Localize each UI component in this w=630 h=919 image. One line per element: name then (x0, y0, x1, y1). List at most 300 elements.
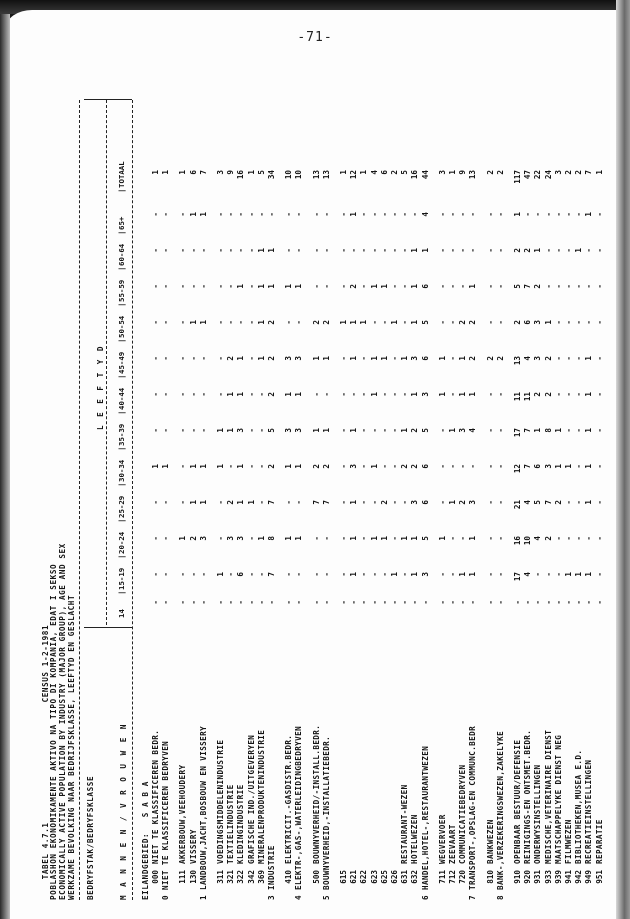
cell-65plus: - (468, 212, 478, 217)
cell-30-34: 1 (236, 464, 246, 469)
industry-code: 0 (161, 895, 171, 900)
cell-50-54: - (151, 320, 160, 325)
cell-20-24: - (390, 536, 399, 541)
industry-code: 410 (284, 870, 294, 884)
cell-55-59: 1 (294, 284, 304, 289)
cell-45-49: 2 (543, 356, 553, 361)
cell-55-59: - (448, 284, 457, 289)
cell-totaal: 1 (151, 170, 160, 175)
cell-45-49: 1 (349, 356, 359, 361)
industry-label: MEDISCHE,VETERINAIRE DIENST (543, 729, 553, 864)
cell-40-44: - (216, 392, 225, 397)
cell-50-54: - (369, 320, 379, 325)
industry-code: 625 (379, 870, 389, 884)
cell-45-49: 1 (400, 356, 410, 361)
cell-30-34: 1 (216, 464, 225, 469)
cell-30-34: - (574, 464, 584, 469)
cell-30-34: - (594, 464, 604, 469)
industry-label: MAATSCHAPPELYKE DIENST NEG (553, 734, 563, 864)
cell-totaal: 1 (359, 170, 369, 175)
cell-45-49: 1 (584, 356, 594, 361)
cell-55-59: - (188, 284, 198, 289)
table-row (217, 90, 226, 900)
cell-30-34: 1 (553, 464, 563, 469)
cell-35-39: 8 (543, 428, 553, 433)
cell-30-34: 1 (564, 464, 573, 469)
cell-40-44: - (311, 392, 321, 397)
cell-14: - (379, 600, 389, 605)
rotated-census-table (34, 90, 604, 900)
cell-35-39: 3 (458, 428, 468, 433)
header-rule-mid (106, 100, 107, 625)
cell-40-44: 2 (267, 392, 276, 397)
cell-20-24: - (321, 536, 331, 541)
cell-60-64: - (485, 248, 495, 253)
cell-totaal: 16 (236, 170, 246, 180)
cell-25-29: - (495, 500, 505, 505)
title-dutch: WERKZAME BEVOLKING NAAR BEDRIJFSKLASSE, LEEFTYD EN GESLACHT (67, 594, 76, 900)
cell-25-29: - (594, 500, 604, 505)
cell-45-49: 1 (311, 356, 321, 361)
cell-55-59: 6 (420, 284, 430, 289)
cell-40-44: - (246, 392, 256, 397)
industry-label: VOEDINGSMIDDELENINDUSTRIE (216, 739, 225, 864)
cell-15-19: 1 (216, 572, 225, 577)
cell-35-39: - (198, 428, 208, 433)
cell-20-24: - (594, 536, 604, 541)
cell-40-44: 1 (458, 392, 468, 397)
cell-50-54: 1 (390, 320, 399, 325)
table-row (381, 90, 390, 900)
cell-35-39: 1 (448, 428, 457, 433)
cell-60-64: 1 (410, 248, 420, 253)
cell-65plus: - (553, 212, 563, 217)
column-header: 45-49 (117, 351, 126, 374)
island-label: EILANDGEBIED: S A B A (141, 781, 150, 900)
cell-25-29: 1 (198, 500, 208, 505)
cell-20-24: 3 (226, 536, 236, 541)
cell-45-49: - (574, 356, 584, 361)
table-row-subtotal (497, 90, 506, 900)
cell-40-44: 1 (410, 392, 420, 397)
table-row (575, 90, 584, 900)
cell-20-24: - (311, 536, 321, 541)
cell-50-54: - (161, 320, 171, 325)
cell-40-44: 1 (284, 392, 294, 397)
cell-25-29: 1 (349, 500, 359, 505)
cell-20-24: - (495, 536, 505, 541)
cell-30-34: 1 (294, 464, 304, 469)
cell-35-39: - (485, 428, 495, 433)
cell-50-54: - (178, 320, 188, 325)
cell-25-29: 4 (523, 500, 533, 505)
cell-20-24: 1 (256, 536, 266, 541)
cell-55-59: - (178, 284, 188, 289)
cell-50-54: - (485, 320, 495, 325)
cell-60-64: - (437, 248, 447, 253)
title-papiamento: POBLASHON EKONOMIKAMENTE AKTIVO NA TIPO DI KOMPANIA, EDAT I SEKSO (49, 563, 58, 900)
cell-50-54: 2 (321, 320, 331, 325)
industry-label: ONDERWYSINSTELLINGEN (533, 764, 543, 864)
cell-65plus: - (437, 212, 447, 217)
cell-15-19: 7 (267, 572, 276, 577)
cell-55-59: - (553, 284, 563, 289)
cell-40-44: 1 (468, 392, 478, 397)
cell-25-29: - (339, 500, 348, 505)
cell-totaal: 1 (246, 170, 256, 175)
table-row (555, 90, 564, 900)
cell-45-49: - (178, 356, 188, 361)
industry-label: VISSERY (188, 829, 198, 864)
cell-40-44: - (594, 392, 604, 397)
cell-40-44: 2 (533, 392, 543, 397)
header-rule-top (79, 100, 80, 900)
cell-totaal: 2 (495, 170, 505, 175)
cell-14: - (359, 600, 369, 605)
cell-65plus: 1 (349, 212, 359, 217)
cell-25-29: 7 (311, 500, 321, 505)
cell-35-39: - (369, 428, 379, 433)
cell-30-34: 1 (188, 464, 198, 469)
industry-label: NIET TE KLASSIFICEREN BEDR. (151, 729, 160, 864)
cell-45-49: - (594, 356, 604, 361)
cell-30-34: 2 (400, 464, 410, 469)
cell-25-29: - (216, 500, 225, 505)
cell-65plus: - (151, 212, 160, 217)
cell-20-24: 1 (369, 536, 379, 541)
column-divider: | (117, 518, 126, 523)
table-row (524, 90, 533, 900)
industry-label: RECREATIEINSTELLINGEN (584, 759, 594, 864)
column-header: 20-24 (117, 531, 126, 554)
cell-65plus: - (161, 212, 171, 217)
cell-totaal: 10 (284, 170, 294, 180)
cell-20-24: 4 (533, 536, 543, 541)
cell-55-59: - (574, 284, 584, 289)
cell-40-44: - (390, 392, 399, 397)
cell-45-49: 2 (495, 356, 505, 361)
industry-code: 941 (564, 870, 573, 884)
column-header: 30-34 (117, 459, 126, 482)
industry-label: NIET TE KLASSIFICEREN BEDRYVEN (161, 740, 171, 890)
cell-55-59: 5 (513, 284, 522, 289)
cell-40-44: - (339, 392, 348, 397)
cell-totaal: 1 (178, 170, 188, 175)
cell-20-24: 8 (267, 536, 276, 541)
cell-15-19: 1 (410, 572, 420, 577)
cell-55-59: 2 (349, 284, 359, 289)
table-row (371, 90, 380, 900)
cell-15-19: - (543, 572, 553, 577)
cell-60-64: - (448, 248, 457, 253)
cell-55-59: 7 (523, 284, 533, 289)
cell-65plus: - (594, 212, 604, 217)
cell-15-19: - (188, 572, 198, 577)
cell-15-19: 1 (390, 572, 399, 577)
industry-label: HANDEL,HOTEL-,RESTAURANTWEZEN (420, 745, 430, 890)
industry-label: ELEKTR-,GAS-,WATERLEIDINGBEDRYVEN (294, 725, 304, 890)
cell-65plus: - (574, 212, 584, 217)
cell-14: - (458, 600, 468, 605)
industry-label: BIBLIOTHEKEN,MUSEA E.D. (574, 749, 584, 864)
cell-30-34: - (458, 464, 468, 469)
cell-15-19: 1 (349, 572, 359, 577)
cell-20-24: - (584, 536, 594, 541)
cell-45-49: 1 (236, 356, 246, 361)
industry-code: 711 (437, 870, 447, 884)
cell-60-64: - (188, 248, 198, 253)
cell-14: - (311, 600, 321, 605)
cell-25-29: - (359, 500, 369, 505)
cell-45-49: 4 (523, 356, 533, 361)
cell-55-59: 1 (468, 284, 478, 289)
cell-20-24: - (161, 536, 171, 541)
cell-30-34: - (448, 464, 457, 469)
cell-35-39: 17 (513, 428, 522, 438)
cell-30-34: 3 (543, 464, 553, 469)
cell-65plus: 4 (420, 212, 430, 217)
table-row (360, 90, 369, 900)
cell-50-54: 2 (468, 320, 478, 325)
column-header: 50-54 (117, 315, 126, 338)
cell-totaal: 5 (400, 170, 410, 175)
cell-35-39: - (246, 428, 256, 433)
cell-50-54: 1 (188, 320, 198, 325)
cell-55-59: 1 (410, 284, 420, 289)
cell-15-19: - (151, 572, 160, 577)
cell-14: - (448, 600, 457, 605)
industry-label: ZEEVAART (448, 824, 457, 864)
cell-15-19: - (321, 572, 331, 577)
cell-35-39: 3 (236, 428, 246, 433)
cell-40-44: 1 (437, 392, 447, 397)
cell-20-24: 1 (284, 536, 294, 541)
industry-label: BANK-,VERZEKERINGSWEZEN,ZAKELYKE (495, 730, 505, 890)
table-row (596, 90, 605, 900)
cell-25-29: 2 (458, 500, 468, 505)
cell-65plus: - (523, 212, 533, 217)
cell-25-29: - (437, 500, 447, 505)
cell-60-64: 1 (256, 248, 266, 253)
column-header: 35-39 (117, 423, 126, 446)
cell-35-39: 7 (523, 428, 533, 433)
cell-45-49: 1 (379, 356, 389, 361)
table-row (237, 90, 246, 900)
cell-20-24: 1 (468, 536, 478, 541)
industry-label: REPARATIE (594, 819, 604, 864)
cell-20-24: - (574, 536, 584, 541)
industry-code: 111 (178, 870, 188, 884)
cell-15-19: 1 (574, 572, 584, 577)
cell-55-59: 2 (533, 284, 543, 289)
industry-code: 000 (151, 870, 160, 884)
cell-totaal: 2 (485, 170, 495, 175)
cell-14: - (594, 600, 604, 605)
cell-35-39: 1 (349, 428, 359, 433)
cell-totaal: 12 (349, 170, 359, 180)
cell-50-54: 2 (513, 320, 522, 325)
cell-30-34: 2 (321, 464, 331, 469)
cell-35-39: 1 (226, 428, 236, 433)
cell-totaal: 9 (458, 170, 468, 175)
cell-50-54: - (294, 320, 304, 325)
cell-30-34: - (178, 464, 188, 469)
cell-15-19: 6 (236, 572, 246, 577)
cell-40-44: - (359, 392, 369, 397)
cell-50-54: 1 (198, 320, 208, 325)
cell-50-54: - (495, 320, 505, 325)
cell-totaal: 7 (198, 170, 208, 175)
cell-20-24: 10 (523, 536, 533, 546)
cell-35-39: 1 (533, 428, 543, 433)
cell-35-39: - (594, 428, 604, 433)
cell-35-39: 1 (216, 428, 225, 433)
cell-45-49: 6 (420, 356, 430, 361)
cell-30-34: 2 (410, 464, 420, 469)
cell-60-64: - (294, 248, 304, 253)
cell-20-24: - (359, 536, 369, 541)
cell-45-49: 2 (485, 356, 495, 361)
cell-totaal: 1 (339, 170, 348, 175)
cell-30-34: - (246, 464, 256, 469)
cell-35-39: - (437, 428, 447, 433)
cell-15-19: - (553, 572, 563, 577)
cell-15-19: - (437, 572, 447, 577)
cell-60-64: - (564, 248, 573, 253)
cell-20-24: 1 (294, 536, 304, 541)
cell-55-59: - (564, 284, 573, 289)
cell-50-54: 1 (349, 320, 359, 325)
cell-60-64: - (151, 248, 160, 253)
cell-60-64: - (236, 248, 246, 253)
cell-65plus: 1 (513, 212, 522, 217)
cell-55-59: - (359, 284, 369, 289)
cell-55-59: - (216, 284, 225, 289)
industry-code: 8 (495, 895, 505, 900)
cell-50-54: - (448, 320, 457, 325)
cell-40-44: 11 (523, 392, 533, 402)
cell-30-34: 12 (513, 464, 522, 474)
cell-14: - (151, 600, 160, 605)
cell-35-39: 2 (410, 428, 420, 433)
cell-35-39: 1 (553, 428, 563, 433)
cell-65plus: - (448, 212, 457, 217)
cell-totaal: 13 (468, 170, 478, 180)
cell-25-29: 3 (410, 500, 420, 505)
cell-60-64: - (400, 248, 410, 253)
cell-55-59: - (485, 284, 495, 289)
cell-65plus: - (564, 212, 573, 217)
industry-code: 910 (513, 870, 522, 884)
cell-15-19: - (198, 572, 208, 577)
column-divider: | (117, 230, 126, 235)
cell-60-64: - (553, 248, 563, 253)
cell-35-39: 1 (321, 428, 331, 433)
column-header: 25-29 (117, 495, 126, 518)
column-header: 55-59 (117, 279, 126, 302)
cell-55-59: - (584, 284, 594, 289)
column-divider: | (117, 482, 126, 487)
cell-14: - (226, 600, 236, 605)
column-header: 15-19 (117, 567, 126, 590)
column-divider: | (117, 446, 126, 451)
cell-30-34: - (379, 464, 389, 469)
cell-25-29: 3 (468, 500, 478, 505)
cell-40-44: - (574, 392, 584, 397)
cell-55-59: - (151, 284, 160, 289)
cell-totaal: 117 (513, 170, 522, 184)
cell-14: - (574, 600, 584, 605)
cell-45-49: 2 (226, 356, 236, 361)
cell-65plus: - (321, 212, 331, 217)
industry-label: AKKERBOUW,VEEHOUDERY (178, 764, 188, 864)
cell-50-54: - (437, 320, 447, 325)
cell-50-54: - (584, 320, 594, 325)
industry-label: TRANSPORT-,OPSLAG-EN COMMUNC.BEDR (468, 725, 478, 890)
industry-code: 322 (236, 870, 246, 884)
cell-30-34: 1 (284, 464, 294, 469)
cell-30-34: 1 (369, 464, 379, 469)
cell-25-29: 7 (267, 500, 276, 505)
cell-25-29: 5 (533, 500, 543, 505)
cell-45-49: 1 (437, 356, 447, 361)
industry-code: 942 (574, 870, 584, 884)
cell-40-44: - (564, 392, 573, 397)
cell-25-29: - (574, 500, 584, 505)
cell-55-59: - (198, 284, 208, 289)
cell-40-44: 1 (369, 392, 379, 397)
cell-60-64: - (369, 248, 379, 253)
cell-30-34: - (226, 464, 236, 469)
cell-15-19: - (246, 572, 256, 577)
cell-50-54: - (216, 320, 225, 325)
cell-20-24: - (246, 536, 256, 541)
page-stack-edge (616, 0, 630, 919)
cell-20-24: 3 (236, 536, 246, 541)
cell-totaal: 9 (226, 170, 236, 175)
cell-15-19: 1 (468, 572, 478, 577)
cell-65plus: - (543, 212, 553, 217)
cell-50-54: - (594, 320, 604, 325)
cell-45-49: - (161, 356, 171, 361)
cell-15-19: - (256, 572, 266, 577)
cell-35-39: - (359, 428, 369, 433)
industry-code: 321 (226, 870, 236, 884)
cell-45-49: - (151, 356, 160, 361)
cell-25-29: - (294, 500, 304, 505)
cell-45-49: 1 (321, 356, 331, 361)
cell-50-54: 3 (533, 320, 543, 325)
cell-25-29: - (284, 500, 294, 505)
cell-14: - (161, 600, 171, 605)
cell-65plus: - (311, 212, 321, 217)
cell-20-24: - (339, 536, 348, 541)
cell-35-39: 1 (400, 428, 410, 433)
cell-65plus: - (410, 212, 420, 217)
cell-30-34: - (437, 464, 447, 469)
cell-totaal: 24 (543, 170, 553, 180)
table-row (439, 90, 448, 900)
cell-15-19: - (379, 572, 389, 577)
cell-65plus: - (294, 212, 304, 217)
cell-65plus: - (284, 212, 294, 217)
cell-60-64: 2 (513, 248, 522, 253)
table-row-subtotal (268, 90, 277, 900)
industry-code: 1 (198, 895, 208, 900)
cell-25-29: - (161, 500, 171, 505)
cell-65plus: - (369, 212, 379, 217)
cell-50-54: 1 (359, 320, 369, 325)
